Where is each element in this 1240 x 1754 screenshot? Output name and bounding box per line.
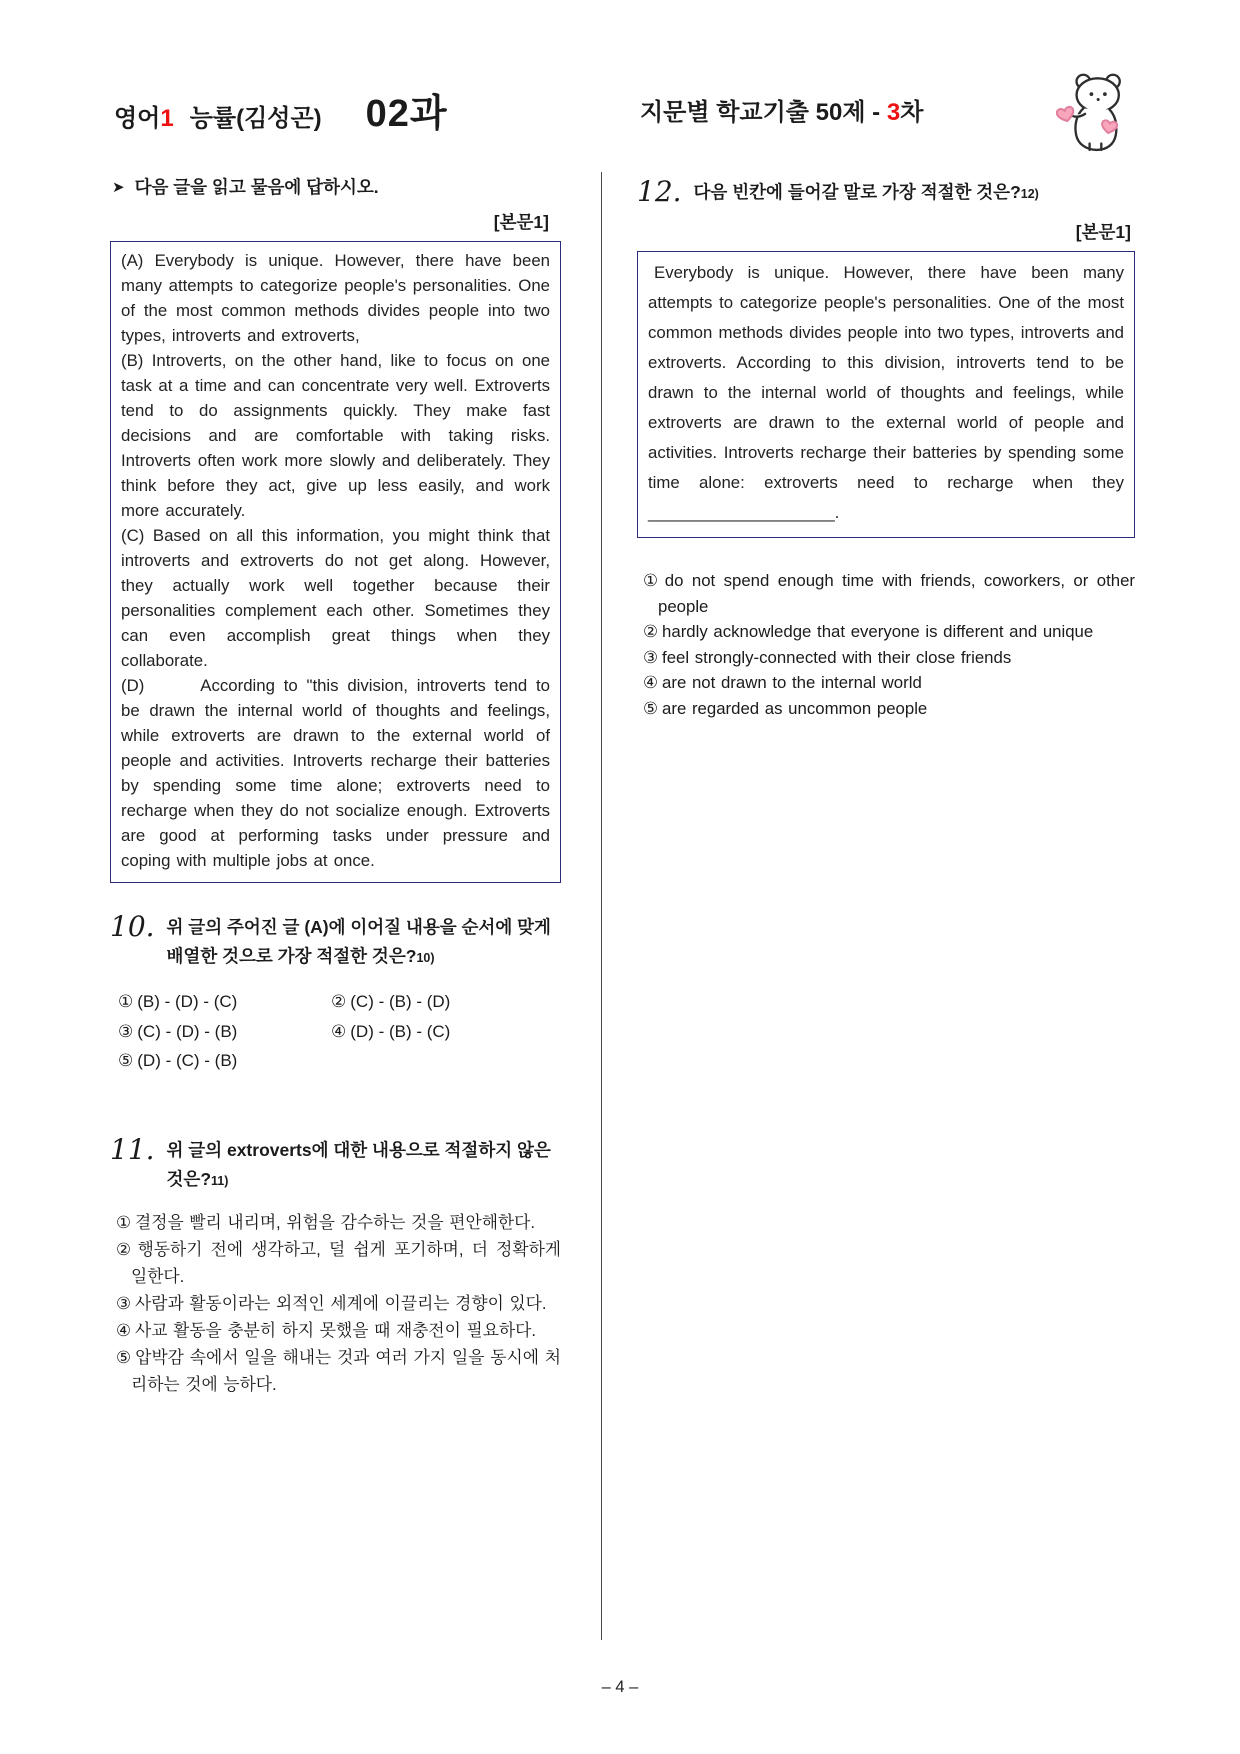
header-right-title: [640, 92, 923, 127]
option: [116, 1290, 561, 1317]
option: [116, 1317, 561, 1344]
option: [118, 1046, 331, 1076]
option-marker: ⑤: [118, 1051, 134, 1070]
option: [116, 1209, 561, 1236]
option: [331, 1017, 561, 1047]
subject-name: 영어: [114, 105, 161, 132]
paragraph-text: Everybody is unique. However, there have been many attempts to categorize people's personalities. One of the most common methods divides people into two types, introverts and extroverts,: [121, 251, 550, 345]
option-text: are regarded as uncommon people: [662, 698, 928, 718]
option: [118, 1017, 331, 1047]
question-11: [110, 1134, 561, 1196]
question-10-options: [118, 987, 561, 1076]
option-text: (D) - (B) - (C): [350, 1021, 451, 1041]
option-text: are not drawn to the internal world: [662, 673, 922, 693]
option-marker: ④: [331, 1021, 347, 1041]
option-text: 압박감 속에서 일을 해내는 것과 여러 가지 일을 동시에 처리하는 것에 능하다.: [131, 1347, 562, 1394]
option-marker: ④: [116, 1320, 132, 1340]
question-10: [110, 911, 561, 973]
option-text: feel strongly-connected with their close friends: [662, 647, 1012, 667]
option-marker: ④: [643, 673, 659, 693]
option-text: (C) - (B) - (D): [350, 992, 451, 1011]
question-10-body: 위 글의 주어진 글 (A)에 이어질 내용을 순서에 맞게 배열한 것으로 가장 적절한 것은?: [166, 917, 551, 966]
passage-label: [본문1]: [1075, 222, 1131, 242]
publisher-name: 능률(김성곤): [189, 105, 322, 132]
option: [643, 619, 1135, 645]
left-column: [110, 176, 561, 1398]
option: [643, 645, 1135, 671]
option-marker: ②: [643, 622, 659, 642]
option: [118, 987, 331, 1017]
header-left: [114, 82, 448, 137]
option-marker: ③: [643, 647, 659, 667]
option-text: (C) - (D) - (B): [137, 1021, 238, 1041]
exam-round-suffix: 차: [900, 99, 924, 126]
paragraph-text: Introverts, on the other hand, like to focus on one task at a time and can concentrate very well. Extroverts tend to do assignments quickly. They make fast decisions and are comfortable with taking risks. Introverts often work more slowly and deliberately. They think before they act, give up less easily, and work more accurately.: [121, 351, 550, 520]
option-marker: ③: [116, 1293, 132, 1313]
paragraph-label: (C): [121, 526, 145, 545]
paragraph-text: Based on all this information, you might think that introverts and extroverts do not get along. However, they actually work well together because their personalities complement each other. Sometimes they can even accomplish great things when they collaborate.: [121, 526, 550, 670]
option-marker: ②: [116, 1239, 134, 1259]
question-10-text: [167, 911, 561, 973]
option: [643, 568, 1135, 619]
option-text: 행동하기 전에 생각하고, 덜 쉽게 포기하며, 더 정확하게 일한다.: [131, 1239, 561, 1286]
option-marker: ⑤: [116, 1347, 132, 1367]
page-number: – 4 –: [601, 1678, 639, 1696]
passage-paragraph: [121, 348, 550, 523]
question-12-footnote: 12): [1020, 187, 1039, 201]
exam-title: 지문별 학교기출 50제 -: [640, 99, 887, 126]
option-text: 결정을 빨리 내리며, 위험을 감수하는 것을 편안해한다.: [135, 1212, 535, 1232]
direction-text: 다음 글을 읽고 물음에 답하시오.: [134, 177, 379, 197]
question-11-number: 11.: [110, 1132, 155, 1166]
paragraph-label: (B): [121, 351, 144, 370]
question-12-body: 다음 빈칸에 들어갈 말로 가장 적절한 것은?: [693, 182, 1021, 202]
bear-mascot-icon: [1050, 68, 1140, 158]
question-11-options: [116, 1209, 561, 1398]
option: [116, 1344, 561, 1398]
arrow-icon: ➤: [112, 179, 125, 196]
question-11-footnote: 11): [211, 1173, 229, 1188]
option-marker: ⑤: [643, 698, 659, 718]
option: [116, 1236, 561, 1290]
passage-box-cloze: [637, 251, 1135, 538]
question-12-number: 12.: [637, 175, 682, 208]
option-marker: ①: [116, 1212, 132, 1232]
question-12-options: [643, 568, 1135, 722]
option: [643, 696, 1135, 722]
option-marker: ②: [331, 992, 347, 1011]
option-text: 사교 활동을 충분히 하지 못했을 때 재충전이 필요하다.: [135, 1320, 536, 1340]
passage-paragraph: [121, 248, 550, 348]
right-column: [637, 176, 1135, 722]
option-text: do not spend enough time with friends, coworkers, or other people: [658, 571, 1135, 616]
column-divider: [601, 172, 602, 1640]
option-marker: ③: [118, 1021, 134, 1041]
paragraph-label: (A): [121, 251, 144, 270]
option: [643, 670, 1135, 696]
option-text: (D) - (C) - (B): [137, 1051, 238, 1070]
passage-paragraph: [121, 523, 550, 673]
lesson-number: 02과: [365, 93, 448, 135]
exam-round-number: 3: [886, 99, 901, 126]
option-text: (B) - (D) - (C): [137, 992, 238, 1011]
subject-number: 1: [160, 105, 174, 132]
passage-paragraph: [121, 673, 550, 873]
passage-box-ordered: [110, 241, 561, 883]
option: [331, 987, 561, 1017]
option-marker: ①: [118, 992, 134, 1011]
direction-line: [110, 176, 561, 199]
passage-paragraph: Everybody is unique. However, there have been many attempts to categorize people's personalities. One of the most common methods divides people into two types, introverts and extroverts. According to this division, introverts tend to be drawn to the internal world of thoughts and feelings, while extroverts are drawn to the external world of people and activities. Introverts recharge their batteries by spending some time alone: extroverts need to recharge when they ____________________.: [648, 263, 1124, 522]
question-12-text: [694, 176, 1039, 209]
question-10-number: 10.: [110, 910, 155, 943]
subject-title: [114, 98, 174, 133]
question-11-text: [167, 1134, 561, 1196]
option-text: hardly acknowledge that everyone is different and unique: [662, 622, 1094, 642]
paragraph-label: (D): [121, 676, 145, 695]
question-11-body: 위 글의 extroverts에 대한 내용으로 적절하지 않은 것은?: [166, 1139, 551, 1189]
question-12: [637, 176, 1135, 209]
option-marker: ①: [643, 571, 661, 590]
question-10-footnote: 10): [416, 951, 435, 965]
option-text: 사람과 활동이라는 외적인 세계에 이끌리는 경향이 있다.: [135, 1293, 547, 1313]
passage-label: [본문1]: [493, 212, 549, 232]
paragraph-text: According to "this division, introverts tend to be drawn the internal world of thoughts and feelings, while extroverts are drawn to the external world of people and activities. Introverts recharge their batteries by spending some time alone; extroverts need to recharge when they do not socialize enough. Extroverts are good at performing tasks under pressure and coping with multiple jobs at once.: [121, 676, 550, 870]
